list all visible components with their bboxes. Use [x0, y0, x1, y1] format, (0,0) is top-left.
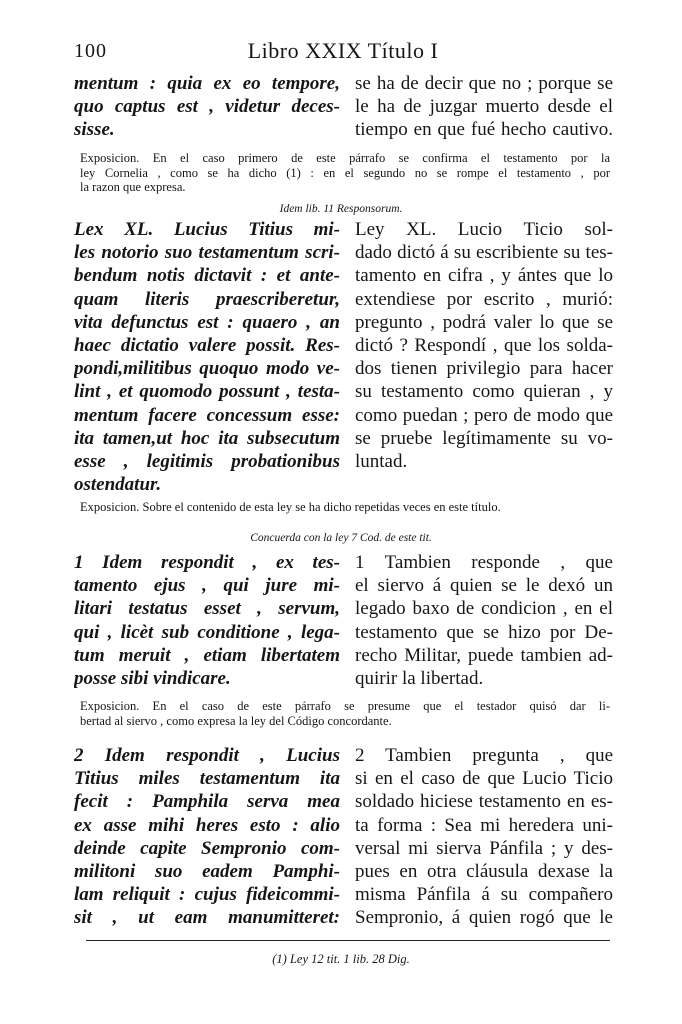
- spanish-column-4: [355, 744, 613, 930]
- spanish-line: 1 Tambien responde , que: [355, 552, 613, 573]
- latin-line: qui , licèt sub conditione , lega-: [74, 621, 340, 643]
- spanish-line: 2 Tambien pregunta , que: [355, 745, 613, 766]
- latin-line: mentum : quia ex eo tempore,: [74, 73, 340, 94]
- latin-line: litari testatus esset , servum,: [74, 598, 340, 620]
- latin-line: ita tamen,ut hoc ita subsecutum: [74, 427, 340, 449]
- footnote-rule: [86, 940, 610, 941]
- spanish-line: se ha de decir que no ; porque se: [355, 73, 613, 94]
- citation-1: Idem lib. 11 Responsorum.: [279, 203, 403, 215]
- exposicion-line: bertad al siervo , como expresa la ley del Código concordante.: [80, 713, 392, 728]
- spanish-line: dado dictó á su escribiente su tes-: [355, 242, 613, 264]
- latin-line: vita defunctus est : quaero , an: [74, 311, 340, 333]
- exposicion-line: Exposicion. En el caso de este párrafo se presume que el testador quisó dar li-: [80, 699, 610, 713]
- exposicion-3: [80, 699, 610, 728]
- spanish-line: ta forma : Sea mi heredera uni-: [355, 814, 613, 836]
- latin-line: ex asse mihi heres esto : alio: [74, 814, 340, 836]
- exposicion-2: [80, 500, 610, 515]
- latin-line: fecit : Pamphila serva mea: [74, 791, 340, 813]
- spanish-line: dictó ? Respondí , que los solda-: [355, 334, 613, 356]
- latin-line: Titius miles testamentum ita: [74, 768, 340, 790]
- exposicion-line: Exposicion. Sobre el contenido de esta ley se ha dicho repetidas veces en este título.: [80, 500, 501, 514]
- page-header: [74, 38, 612, 68]
- spanish-line: pregunto , podrá valer lo que se: [355, 311, 613, 333]
- latin-line: sit , ut eam manumitteret:: [74, 907, 340, 929]
- spanish-line: quirir la libertad.: [355, 667, 484, 689]
- spanish-line: si en el caso de que Lucio Ticio: [355, 768, 613, 790]
- latin-line: bendum notis dictavit : et ante-: [74, 265, 340, 287]
- spanish-line: testamento que se hizo por De-: [355, 621, 613, 643]
- latin-line: Lex XL. Lucius Titius mi-: [74, 219, 340, 240]
- latin-line: sisse.: [74, 119, 115, 141]
- spanish-line: como puedan ; pero de modo que: [355, 404, 613, 426]
- latin-line: 1 Idem respondit , ex tes-: [74, 552, 340, 573]
- latin-line: tum meruit , etiam libertatem: [74, 644, 340, 666]
- exposicion-line: la razon que expresa.: [80, 180, 186, 194]
- spanish-line: legado baxo de condicion , en el: [355, 598, 613, 620]
- spanish-line: su testamento como quieran , y: [355, 381, 613, 403]
- spanish-line: pues en otra cláusula dexase la: [355, 860, 613, 882]
- spanish-line: dos tienen privilegio para hacer: [355, 358, 613, 380]
- running-head: Libro XXIX Título I: [247, 38, 439, 63]
- latin-line: militoni suo eadem Pamphi-: [74, 860, 340, 882]
- spanish-line: se pruebe legítimamente su vo-: [355, 427, 613, 449]
- spanish-line: misma Pánfila á su compañero: [355, 884, 613, 906]
- spanish-line: le ha de juzgar muerto desde el: [355, 96, 613, 118]
- spanish-line: Ley XL. Lucio Ticio sol-: [355, 219, 613, 240]
- spanish-line: recho Militar, puede tambien ad-: [355, 644, 613, 666]
- exposicion-line: Exposicion. En el caso primero de este párrafo se confirma el testamento por la: [80, 151, 610, 165]
- spanish-line: soldado hiciese testamento en es-: [355, 791, 613, 813]
- page-number: 100: [74, 40, 107, 62]
- latin-column-2: [74, 218, 340, 496]
- latin-line: quam literis praescriberetur,: [74, 288, 340, 310]
- latin-line: esse , legitimis probationibus: [74, 450, 340, 472]
- latin-line: les notorio suo testamentum scri-: [74, 242, 340, 264]
- latin-line: ostendatur.: [74, 474, 162, 496]
- exposicion-1: [80, 151, 610, 195]
- latin-line: deinde capite Sempronio com-: [74, 837, 340, 859]
- citation-2: Concuerda con la ley 7 Cod. de este tit.: [250, 532, 432, 544]
- spanish-column-1: [355, 72, 613, 142]
- latin-line: mentum facere concessum esse:: [74, 404, 340, 426]
- latin-column-3: [74, 551, 340, 690]
- spanish-line: luntad.: [355, 450, 408, 472]
- spanish-column-2: [355, 218, 613, 473]
- latin-line: posse sibi vindicare.: [74, 667, 231, 689]
- spanish-column-3: [355, 551, 613, 690]
- spanish-line: Sempronio, á quien rogó que le: [355, 907, 613, 929]
- latin-column-4: [74, 744, 340, 930]
- latin-line: haec dictatio valere possit. Res-: [74, 334, 340, 356]
- spanish-line: tiempo en que fué hecho cautivo.: [355, 119, 613, 141]
- latin-line: pondi,militibus quoquo modo ve-: [74, 358, 340, 380]
- spanish-line: el siervo á quien se le dexó un: [355, 575, 613, 597]
- exposicion-line: ley Cornelia , como se ha dicho (1) : en el segundo no se rompe el testamento , por: [80, 165, 610, 180]
- spanish-line: extendiese por escrito , murió:: [355, 288, 613, 310]
- latin-line: tamento ejus , qui jure mi-: [74, 575, 340, 597]
- latin-line: quo captus est , videtur deces-: [74, 96, 340, 118]
- footnote: (1) Ley 12 tit. 1 lib. 28 Dig.: [272, 952, 410, 966]
- latin-line: 2 Idem respondit , Lucius: [74, 745, 340, 766]
- spanish-line: versal mi sierva Pánfila ; y des-: [355, 837, 613, 859]
- latin-column-1: [74, 72, 340, 142]
- spanish-line: tamento en cifra , y ántes que lo: [355, 265, 613, 287]
- latin-line: lam reliquit : cujus fideicommi-: [74, 884, 340, 906]
- latin-line: lint , et quomodo possunt , testa-: [74, 381, 340, 403]
